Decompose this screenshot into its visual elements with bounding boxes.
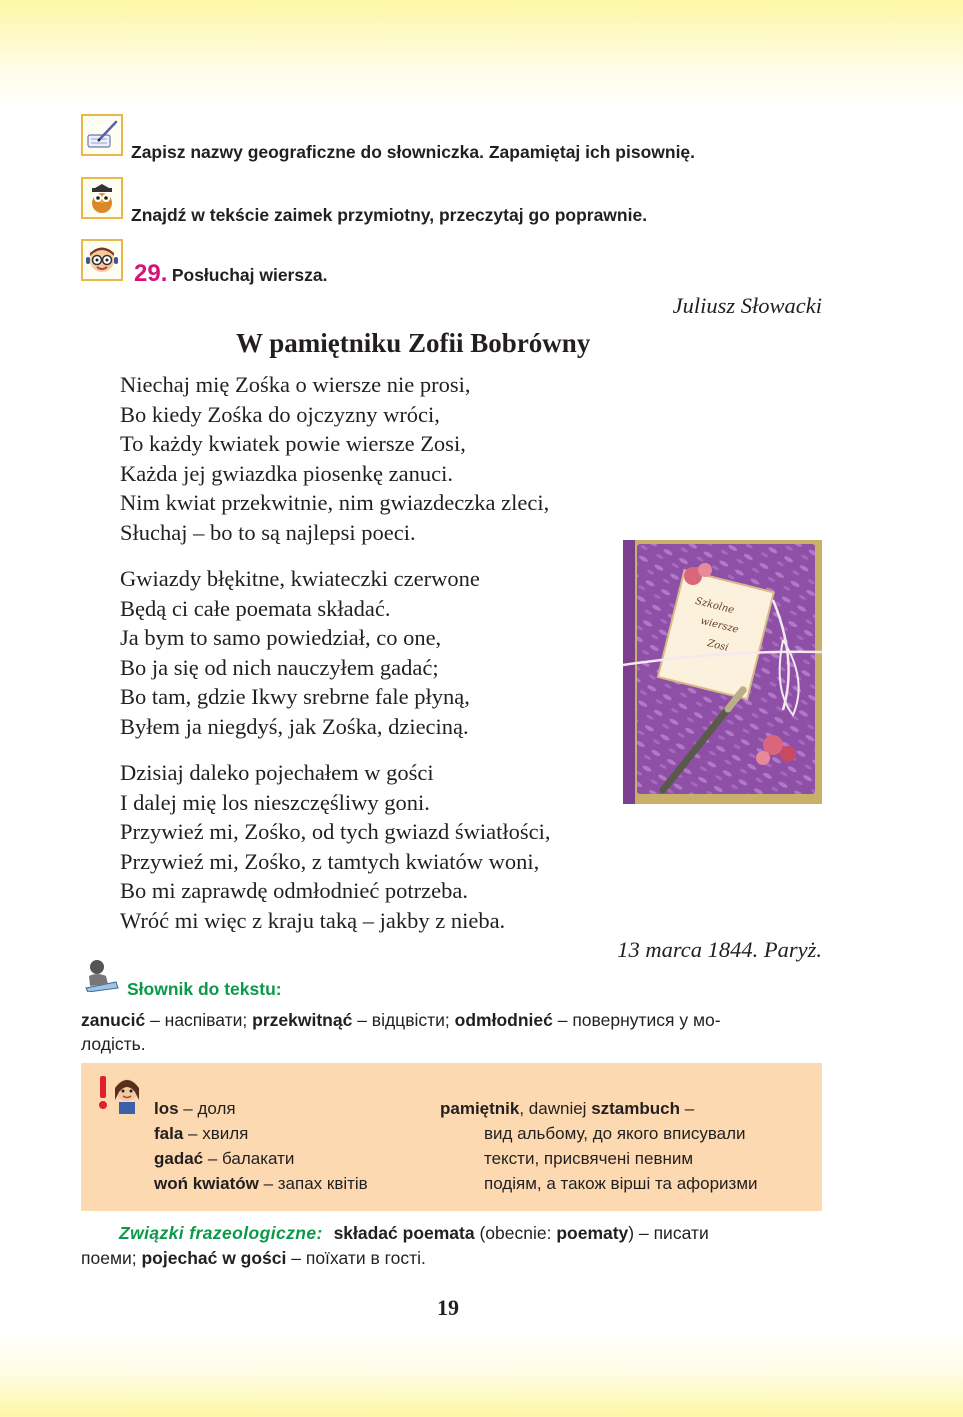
phrase-term: poematy <box>556 1223 629 1243</box>
poem-stanza-3 <box>120 758 551 936</box>
phrase-text: ) – писати <box>628 1223 709 1243</box>
note-left-row-3 <box>154 1149 294 1169</box>
glossary-def: – відцвісти; <box>352 1010 455 1030</box>
note-left-row-1 <box>154 1099 236 1119</box>
phrases-label: Związki frazeologiczne: <box>119 1223 323 1243</box>
poem-line: Ja bym to samo powiedział, co one, <box>120 625 442 651</box>
poem-title: W pamiętniku Zofii Bobrówny <box>236 328 591 358</box>
poem-line: Bo kiedy Zośka do ojczyzny wróci, <box>120 401 440 427</box>
note-box <box>81 1063 822 1211</box>
exercise-number: 29. <box>134 260 168 287</box>
note-def: – запах квітів <box>258 1174 368 1193</box>
glossary-term: odmłodnieć <box>454 1010 553 1030</box>
exercise-29 <box>134 260 327 288</box>
note-term: pamiętnik <box>440 1099 520 1118</box>
notebook-illustration <box>623 540 822 804</box>
exclamation-girl-icon <box>97 1072 143 1121</box>
book-reader-icon <box>80 958 122 997</box>
poem-line: Bo mi zaprawdę odmłodnieć potrzeba. <box>120 878 469 904</box>
note-term: woń kwiatów <box>154 1174 259 1193</box>
poem-line: Każda jej gwiazdka piosenkę zanuci. <box>120 460 453 486</box>
dictionary-icon <box>81 114 123 156</box>
phrases-line-1 <box>81 1223 822 1244</box>
note-term: gadać <box>154 1149 204 1168</box>
note-right-heading <box>440 1099 694 1119</box>
poem-line: Przywieź mi, Zośko, z tamtych kwiatów woni, <box>120 848 540 874</box>
exercise-text: Posłuchaj wiersza. <box>171 265 328 285</box>
glossary-line-1 <box>81 1010 721 1031</box>
owl-teacher-icon <box>81 177 123 219</box>
glossary-def: – повернутися у мо- <box>552 1010 721 1030</box>
notebook-label-3: Zosi <box>706 638 730 654</box>
poem-stanza-2 <box>120 564 480 742</box>
poem-line: Gwiazdy błękitne, kwiateczki czerwone <box>120 566 480 591</box>
note-right-line-1: вид альбому, до якого вписували <box>484 1124 746 1143</box>
pronoun-task-text: Znajdź w tekście zaimek przymiotny, przeczytaj go poprawnie. <box>131 205 648 225</box>
poem-author: Juliusz Słowacki <box>672 293 822 318</box>
note-def: – доля <box>178 1099 236 1118</box>
poem-line: To każdy kwiatek powie wiersze Zosi, <box>120 431 466 457</box>
poem-stanza-1 <box>120 370 549 548</box>
poem-line: Bo ja się od nich nauczyłem gadać; <box>120 654 439 680</box>
dictionary-task-text: Zapisz nazwy geograficzne do słowniczka. Zapamiętaj ich pisownię. <box>131 142 696 162</box>
phrase-term: składać poemata <box>333 1223 475 1243</box>
note-def: – хвиля <box>183 1124 249 1143</box>
poem-line: I dalej mię los nieszczęśliwy goni. <box>120 789 430 815</box>
poem-line: Słuchaj – bo to są najlepsi poeci. <box>120 519 416 545</box>
page-number: 19 <box>437 1295 459 1320</box>
note-left-row-4 <box>154 1174 368 1194</box>
note-right-line-2: тексти, присвячені певним <box>484 1149 694 1168</box>
poem-date-place: 13 marca 1844. Paryż. <box>617 937 822 962</box>
notebook-label-2: wiersze <box>699 615 740 636</box>
note-left-row-2 <box>154 1124 248 1144</box>
phrase-text: (obecnie: <box>474 1223 557 1243</box>
glossary-line-2: лодість. <box>81 1034 146 1054</box>
glossary-def: – наспівати; <box>145 1010 253 1030</box>
note-term: fala <box>154 1124 184 1143</box>
phrase-text: – поїхати в гості. <box>286 1248 426 1268</box>
note-def: – <box>679 1099 695 1118</box>
note-def: , dawniej <box>519 1099 592 1118</box>
poem-line: Nim kwiat przekwitnie, nim gwiazdeczka zleci, <box>120 490 550 516</box>
poem-line: Przywieź mi, Zośko, od tych gwiazd światłości, <box>120 819 551 845</box>
phrases-line-2 <box>81 1248 426 1269</box>
phrase-term: pojechać w gości <box>141 1248 287 1268</box>
poem-line: Byłem ja niegdyś, jak Zośka, dzieciną. <box>120 713 469 739</box>
phrase-text: поеми; <box>81 1248 142 1268</box>
poem-line: Będą ci całe poemata składać. <box>120 595 391 621</box>
poem-line: Dzisiaj daleko pojechałem w gości <box>120 760 434 785</box>
note-right-line-3: подіям, а також вірші та афоризми <box>484 1174 758 1193</box>
poem-line: Niechaj mię Zośka o wiersze nie prosi, <box>120 372 471 397</box>
note-def: – балакати <box>203 1149 295 1168</box>
glossary-term: przekwitnąć <box>252 1010 353 1030</box>
notebook-label-1: Szkolne <box>693 595 736 617</box>
note-term: los <box>154 1099 179 1118</box>
glossary-heading: Słownik do tekstu: <box>127 979 282 999</box>
note-term: sztambuch <box>591 1099 680 1118</box>
poem-line: Bo tam, gdzie Ikwy srebrne fale płyną, <box>120 684 470 710</box>
glossary-term: zanucić <box>81 1010 146 1030</box>
boy-listening-icon <box>81 239 123 281</box>
poem-line: Wróć mi więc z kraju taką – jakby z nieba. <box>120 907 506 933</box>
